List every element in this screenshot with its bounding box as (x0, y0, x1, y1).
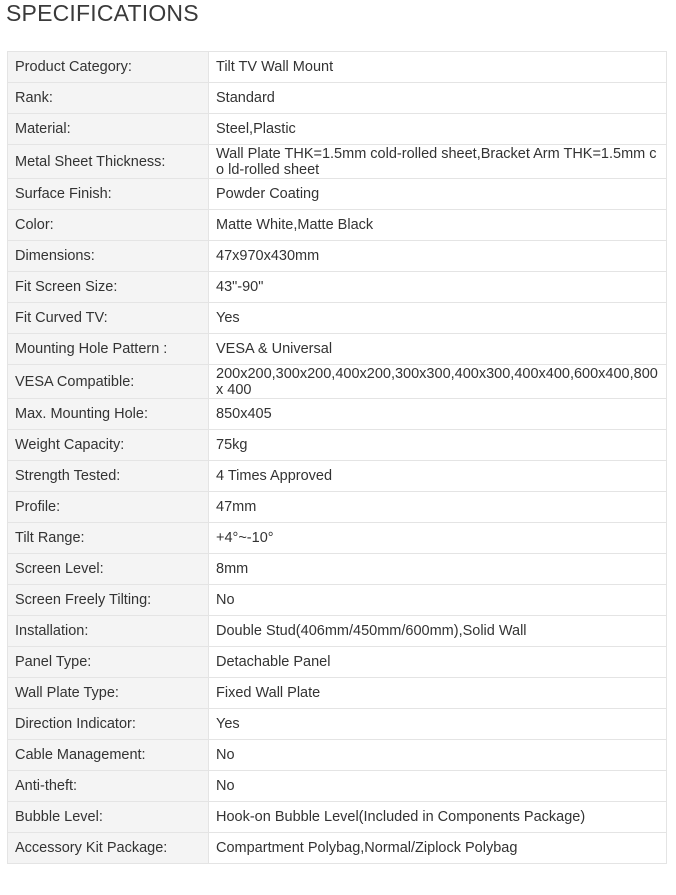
spec-label: Cable Management: (8, 740, 209, 771)
spec-label: Profile: (8, 492, 209, 523)
spec-label: Direction Indicator: (8, 709, 209, 740)
spec-label: Metal Sheet Thickness: (8, 145, 209, 179)
table-row (8, 802, 667, 833)
spec-value: +4°~-10° (209, 523, 667, 554)
spec-value: Hook-on Bubble Level(Included in Components Package) (209, 802, 667, 833)
spec-label: Panel Type: (8, 647, 209, 678)
spec-label: Bubble Level: (8, 802, 209, 833)
spec-label: Product Category: (8, 52, 209, 83)
spec-value: Fixed Wall Plate (209, 678, 667, 709)
spec-label: Tilt Range: (8, 523, 209, 554)
table-row (8, 179, 667, 210)
spec-value: 4 Times Approved (209, 461, 667, 492)
table-row (8, 585, 667, 616)
spec-label: VESA Compatible: (8, 365, 209, 399)
table-row (8, 523, 667, 554)
spec-label: Accessory Kit Package: (8, 833, 209, 864)
table-row (8, 740, 667, 771)
table-row (8, 833, 667, 864)
spec-label: Installation: (8, 616, 209, 647)
table-row (8, 771, 667, 802)
table-row (8, 461, 667, 492)
spec-value: Yes (209, 709, 667, 740)
spec-value: 47mm (209, 492, 667, 523)
spec-value: Compartment Polybag,Normal/Ziplock Polybag (209, 833, 667, 864)
spec-value: Wall Plate THK=1.5mm cold-rolled sheet,Bracket Arm THK=1.5mm co ld-rolled sheet (209, 145, 667, 179)
spec-value: No (209, 585, 667, 616)
spec-label: Color: (8, 210, 209, 241)
spec-value: Tilt TV Wall Mount (209, 52, 667, 83)
spec-value: No (209, 740, 667, 771)
spec-value: Matte White,Matte Black (209, 210, 667, 241)
spec-label: Strength Tested: (8, 461, 209, 492)
table-row (8, 430, 667, 461)
spec-label: Fit Curved TV: (8, 303, 209, 334)
table-row (8, 365, 667, 399)
spec-label: Weight Capacity: (8, 430, 209, 461)
spec-label: Screen Level: (8, 554, 209, 585)
specifications-table (7, 51, 667, 864)
table-row (8, 678, 667, 709)
spec-label: Rank: (8, 83, 209, 114)
spec-value: 43"-90" (209, 272, 667, 303)
spec-label: Mounting Hole Pattern : (8, 334, 209, 365)
spec-label: Screen Freely Tilting: (8, 585, 209, 616)
table-row (8, 114, 667, 145)
spec-label: Wall Plate Type: (8, 678, 209, 709)
spec-value: 200x200,300x200,400x200,300x300,400x300,400x400,600x400,800x 400 (209, 365, 667, 399)
spec-value: VESA & Universal (209, 334, 667, 365)
spec-value: 8mm (209, 554, 667, 585)
table-row (8, 272, 667, 303)
spec-value: Double Stud(406mm/450mm/600mm),Solid Wall (209, 616, 667, 647)
spec-value: Yes (209, 303, 667, 334)
table-row (8, 492, 667, 523)
spec-value: No (209, 771, 667, 802)
spec-label: Material: (8, 114, 209, 145)
table-row (8, 145, 667, 179)
spec-value: Detachable Panel (209, 647, 667, 678)
spec-value: 850x405 (209, 399, 667, 430)
table-row (8, 241, 667, 272)
table-row (8, 210, 667, 241)
table-row (8, 334, 667, 365)
spec-label: Dimensions: (8, 241, 209, 272)
table-row (8, 83, 667, 114)
spec-label: Fit Screen Size: (8, 272, 209, 303)
spec-label: Surface Finish: (8, 179, 209, 210)
spec-value: 47x970x430mm (209, 241, 667, 272)
spec-value: 75kg (209, 430, 667, 461)
spec-value: Steel,Plastic (209, 114, 667, 145)
table-row (8, 399, 667, 430)
table-row (8, 303, 667, 334)
spec-value: Powder Coating (209, 179, 667, 210)
spec-label: Max. Mounting Hole: (8, 399, 209, 430)
table-row (8, 616, 667, 647)
table-row (8, 52, 667, 83)
table-row (8, 554, 667, 585)
spec-value: Standard (209, 83, 667, 114)
table-row (8, 647, 667, 678)
spec-label: Anti-theft: (8, 771, 209, 802)
table-row (8, 709, 667, 740)
page-title: SPECIFICATIONS (6, 0, 199, 26)
